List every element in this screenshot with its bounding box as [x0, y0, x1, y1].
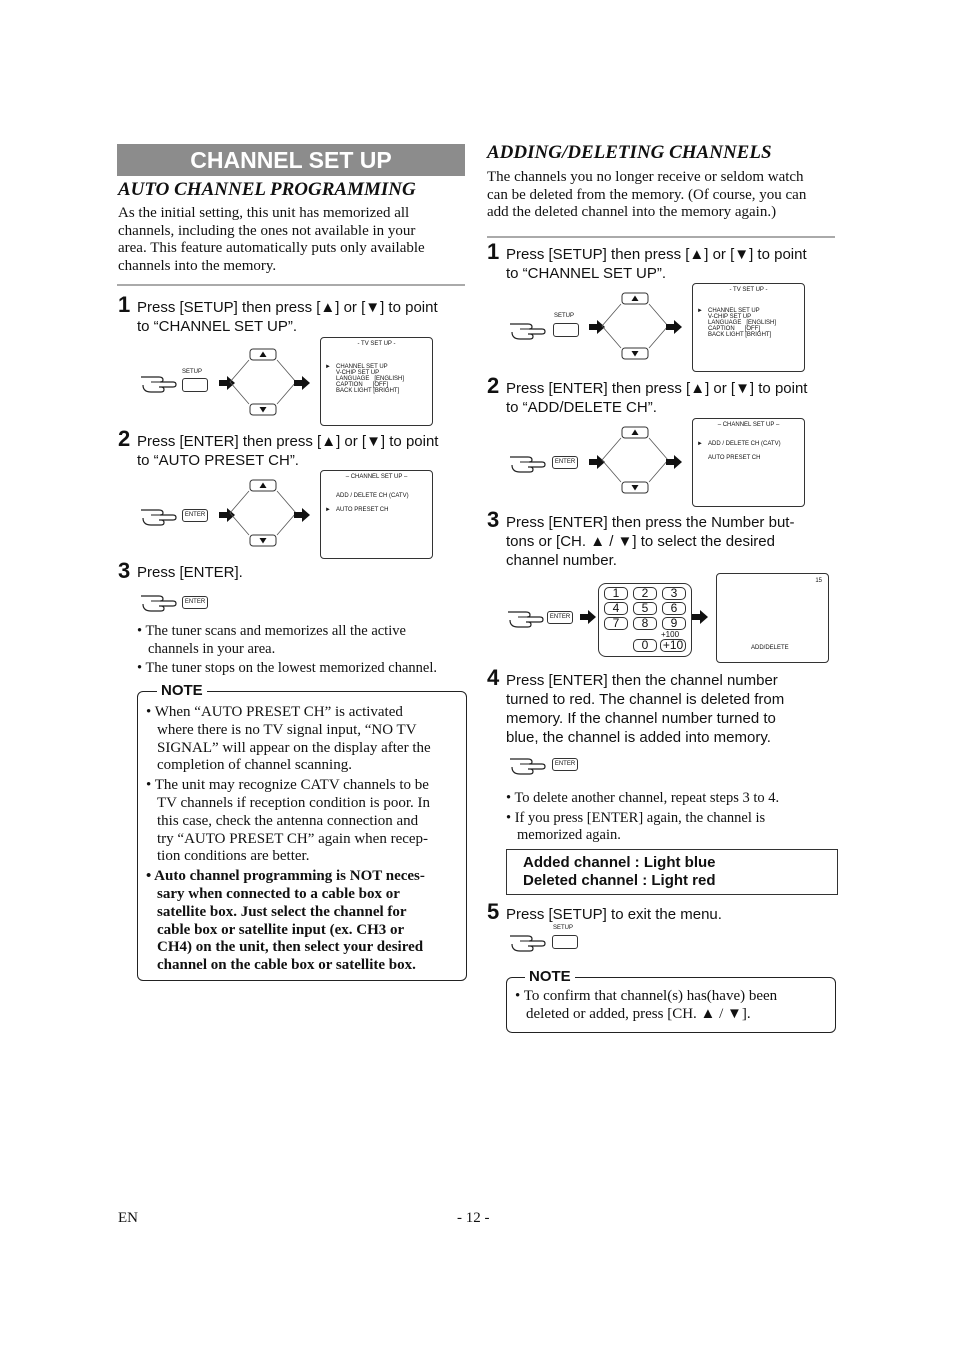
right-arrow-icon	[666, 455, 682, 469]
cursor-icon: ►	[697, 441, 703, 447]
adding-intro: The channels you no longer receive or seldom watch can be deleted from the memory. (Of course, you can add the deleted channel into the memory again.)	[487, 169, 807, 220]
menu-row: CAPTION [OFF]	[336, 382, 389, 388]
hand-icon	[508, 753, 548, 779]
menu-row: ADD / DELETE CH (CATV)	[708, 441, 781, 447]
up-down-buttons[interactable]	[227, 347, 299, 417]
step-number: 3	[118, 558, 131, 583]
step-3-text: Press [ENTER].	[137, 564, 243, 581]
step-2-text: Press [ENTER] then press [▲] or [▼] to point to “ADD/DELETE CH”.	[506, 380, 808, 416]
screen-title: - TV SET UP -	[357, 341, 396, 347]
hand-icon	[139, 590, 179, 616]
legend-deleted: Deleted channel : Light red	[523, 872, 716, 889]
auto-bullets: • The tuner scans and memorizes all the active channels in your area. • The tuner stops on the lowest memorized channel.	[137, 623, 437, 676]
channel-color-legend	[506, 849, 838, 895]
right-arrow-icon	[692, 610, 708, 624]
step-3-text: Press [ENTER] then press the Number but- tons or [CH. ▲ / ▼] to select the desired channel number.	[506, 514, 795, 569]
menu-row: LANGUAGE [ENGLISH]	[708, 320, 777, 326]
step-number: 1	[487, 239, 500, 264]
key-2[interactable]: 2	[633, 587, 657, 600]
cursor-icon: ►	[697, 308, 703, 314]
menu-row: V-CHIP SET UP	[708, 314, 752, 320]
cursor-icon: ►	[325, 507, 331, 513]
menu-row: AUTO PRESET CH	[708, 455, 761, 461]
menu-row: BACK LIGHT [BRIGHT]	[708, 332, 772, 338]
menu-row: BACK LIGHT [BRIGHT]	[336, 388, 400, 394]
channel-setup-screen	[692, 418, 805, 507]
enter-button[interactable]: ENTER	[182, 509, 208, 522]
key-6[interactable]: 6	[662, 602, 686, 615]
up-down-buttons[interactable]	[599, 291, 671, 361]
page-number: - 12 -	[457, 1210, 490, 1226]
key-0[interactable]: 0	[633, 639, 657, 652]
auto-intro	[118, 205, 468, 275]
hand-icon	[508, 318, 548, 344]
step-number: 5	[487, 899, 500, 924]
number-keypad	[598, 583, 692, 657]
step-number: 4	[487, 665, 500, 690]
menu-row: CHANNEL SET UP	[336, 364, 388, 370]
hand-icon	[139, 504, 179, 530]
right-arrow-icon	[666, 320, 682, 334]
legend-added: Added channel : Light blue	[523, 854, 716, 871]
channel-number: 15	[815, 578, 822, 584]
adding-deleting-heading: ADDING/DELETING CHANNELS	[487, 142, 772, 163]
note-content: • To confirm that channel(s) has(have) been deleted or added, press [CH. ▲ / ▼].	[515, 988, 778, 1022]
cursor-icon: ►	[325, 364, 331, 370]
note-label: NOTE	[157, 682, 207, 699]
step-1-text: Press [SETUP] then press [▲] or [▼] to point to “CHANNEL SET UP”.	[137, 299, 438, 335]
key-4[interactable]: 4	[604, 602, 628, 615]
menu-row: V-CHIP SET UP	[336, 370, 380, 376]
up-down-buttons[interactable]	[227, 478, 299, 548]
setup-button[interactable]	[553, 323, 579, 337]
screen-title: – CHANNEL SET UP –	[345, 474, 408, 480]
step-number: 3	[487, 507, 500, 532]
adding-bullets: • To delete another channel, repeat steps 3 to 4. • If you press [ENTER] again, the channel is memorized again.	[506, 790, 780, 843]
intro-line: channels, including the ones not available in your	[118, 222, 416, 239]
menu-row: CAPTION [OFF]	[708, 326, 761, 332]
language-code: EN	[118, 1210, 138, 1226]
divider	[487, 236, 835, 238]
menu-row: AUTO PRESET CH	[336, 507, 389, 513]
menu-row: ADD / DELETE CH (CATV)	[336, 493, 409, 499]
up-down-buttons[interactable]	[599, 425, 671, 495]
key-plus100-label: +100	[661, 630, 680, 639]
key-8[interactable]: 8	[633, 617, 657, 630]
key-9[interactable]: 9	[662, 617, 686, 630]
setup-button-label: SETUP	[553, 925, 574, 931]
hand-icon	[506, 606, 546, 632]
right-arrow-icon	[580, 610, 596, 624]
page-title: CHANNEL SET UP	[117, 144, 465, 176]
enter-button[interactable]: ENTER	[552, 758, 578, 771]
step-1-text: Press [SETUP] then press [▲] or [▼] to point to “CHANNEL SET UP”.	[506, 246, 807, 282]
screen-title: – CHANNEL SET UP –	[717, 422, 780, 428]
hand-icon	[508, 451, 548, 477]
tv-setup-screen	[320, 337, 433, 426]
hand-icon	[508, 930, 548, 956]
note-label: NOTE	[525, 968, 575, 985]
key-5[interactable]: 5	[633, 602, 657, 615]
setup-button[interactable]	[552, 935, 578, 949]
step-4-text: Press [ENTER] then the channel number turned to red. The channel is deleted from memory. If the channel number turned to blue, the channel is added into memory.	[506, 672, 785, 746]
setup-button-label: SETUP	[182, 369, 203, 375]
enter-button[interactable]: ENTER	[182, 596, 208, 609]
menu-row: LANGUAGE [ENGLISH]	[336, 376, 405, 382]
key-plus10[interactable]: +10	[660, 639, 686, 652]
right-arrow-icon	[294, 508, 310, 522]
key-3[interactable]: 3	[662, 587, 686, 600]
divider	[117, 284, 465, 286]
intro-line: As the initial setting, this unit has memorized all	[118, 205, 410, 221]
add-delete-screen	[716, 573, 829, 663]
enter-button[interactable]: ENTER	[547, 611, 573, 624]
auto-programming-heading: AUTO CHANNEL PROGRAMMING	[118, 179, 416, 200]
hand-icon	[139, 371, 179, 397]
screen-title: - TV SET UP -	[729, 287, 768, 293]
right-arrow-icon	[294, 376, 310, 390]
intro-line: channels into the memory.	[118, 257, 277, 274]
menu-row: CHANNEL SET UP	[708, 308, 760, 314]
add-delete-label: ADD/DELETE	[751, 645, 789, 651]
note-content: • When “AUTO PRESET CH” is activated where there is no TV signal input, “NO TV SIGNAL” will appear on the display after the completion of channel scanning. • The unit may recognize CATV channels to be TV channels if reception condition is poor. In this case, check the antenna connection and try “AUTO PRESET CH” again when recep- tion conditions are better. • Auto channel programming is NOT neces- sary when connected to a cable box or satellite box. Just select the channel for cable box or satellite input (ex. CH3 or CH4) on the unit, then select your desired channel on the cable box or satellite box.	[146, 704, 431, 974]
step-number: 2	[487, 373, 500, 398]
intro-line: area. This feature automatically puts only available	[118, 240, 425, 256]
step-number: 1	[118, 292, 131, 317]
step-number: 2	[118, 426, 131, 451]
step-5-text: Press [SETUP] to exit the menu.	[506, 906, 722, 923]
tv-setup-screen	[692, 283, 805, 372]
setup-button-label: SETUP	[554, 313, 575, 319]
setup-button[interactable]	[182, 378, 208, 392]
key-7[interactable]: 7	[604, 617, 628, 630]
key-1[interactable]: 1	[604, 587, 628, 600]
step-2-text: Press [ENTER] then press [▲] or [▼] to point to “AUTO PRESET CH”.	[137, 433, 439, 469]
channel-setup-screen	[320, 470, 433, 559]
enter-button[interactable]: ENTER	[552, 456, 578, 469]
